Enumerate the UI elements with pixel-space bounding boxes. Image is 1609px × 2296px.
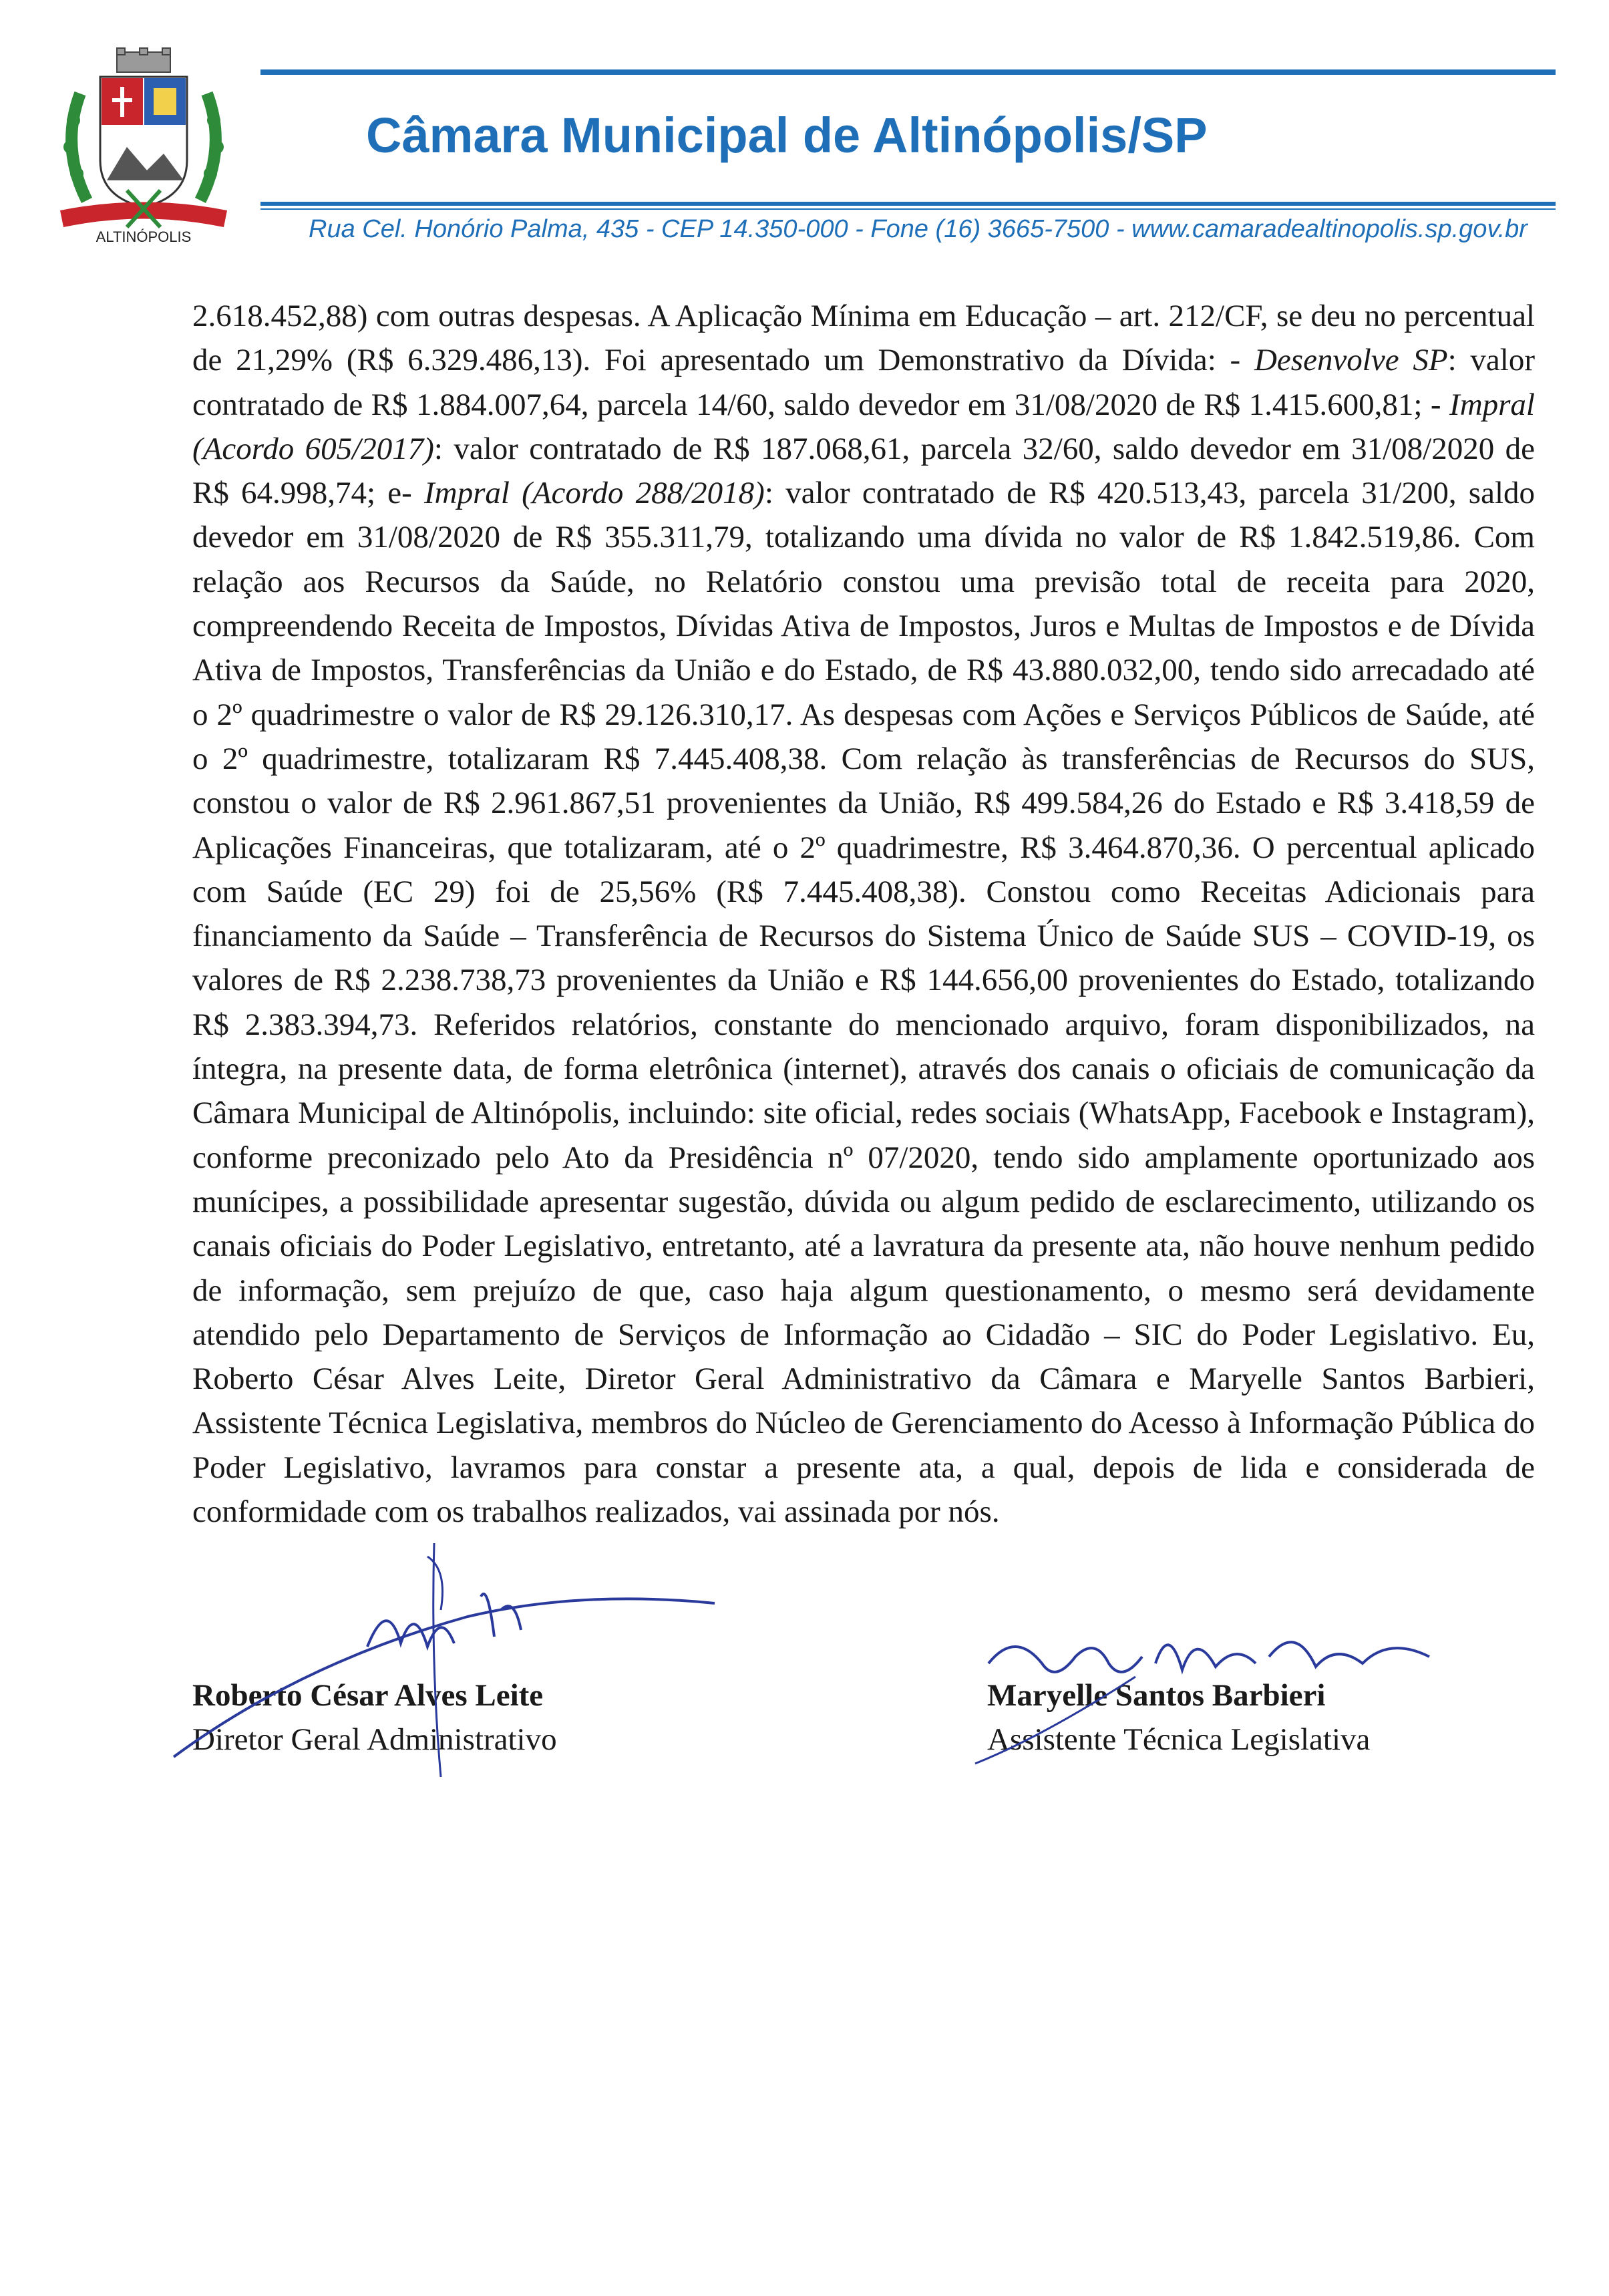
signatory-name-left: Roberto César Alves Leite	[192, 1678, 544, 1713]
signatory-role-right: Assistente Técnica Legislativa	[987, 1722, 1371, 1757]
minutes-paragraph	[192, 294, 1535, 1534]
header-rule-thin	[260, 208, 1556, 210]
header-rule-bottom	[260, 202, 1556, 206]
handwritten-signature-left	[167, 1530, 768, 1810]
crest-caption: ALTINÓPOLIS	[96, 228, 192, 245]
body-italic-impral-288: Impral (Acordo 288/2018)	[424, 476, 765, 511]
signatory-role-left: Diretor Geral Administrativo	[192, 1722, 557, 1757]
body-text-2: : valor contratado de R$ 1.884.007,64, parcela 14/60, saldo devedor em 31/08/2020 de R$ 1.415.600,81; -	[192, 343, 1535, 422]
header-rule-top	[260, 69, 1556, 75]
organization-title: Câmara Municipal de Altinópolis/SP	[366, 108, 1208, 163]
body-italic-desenvolve: Desenvolve SP	[1254, 343, 1448, 378]
minutes-body	[192, 294, 1535, 1534]
body-text-1: 2.618.452,88) com outras despesas. A Aplicação Mínima em Educação – art. 212/CF, se deu no percentual de 21,29% (R$ 6.329.486,13). Foi apresentado um Demonstrativo da Dívida: -	[192, 299, 1535, 378]
body-italic-impral-605: Impral (Acordo 605/2017)	[192, 387, 1535, 466]
signatory-name-right: Maryelle Santos Barbieri	[987, 1678, 1326, 1713]
signature-block-right	[987, 1673, 1370, 1762]
organization-address: Rua Cel. Honório Palma, 435 - CEP 14.350-000 - Fone (16) 3665-7500 - www.camaradealtinopolis.sp.gov.br	[309, 215, 1528, 243]
municipal-crest-logo	[53, 47, 234, 247]
body-text-4: : valor contratado de R$ 420.513,43, parcela 31/200, saldo devedor em 31/08/2020 de R$ 355.311,79, totalizando uma dívida no valor de R$ 1.842.519,86. Com relação aos Recursos da Saúde, no Relatório constou uma previsão total de receita para 2020, compreendendo Receita de Impostos, Dívidas Ativa de Impostos, Juros e Multas de Impostos e de Dívida Ativa de Impostos, Transferências da União e do Estado, de R$ 43.880.032,00, tendo sido arrecadado até o 2º quadrimestre o valor de R$ 29.126.310,17. As despesas com Ações e Serviços Públicos de Saúde, até o 2º quadrimestre, totalizaram R$ 7.445.408,38. Com relação às transferências de Recursos do SUS, constou o valor de R$ 2.961.867,51 provenientes da União, R$ 499.584,26 do Estado e R$ 3.418,59 de Aplicações Financeiras, que totalizaram, até o 2º quadrimestre, R$ 3.464.870,36. O percentual aplicado com Saúde (EC 29) foi de 25,56% (R$ 7.445.408,38). Constou como Receitas Adicionais para financiamento da Saúde – Transferência de Recursos do Sistema Único de Saúde SUS – COVID-19, os valores de R$ 2.238.738,73 provenientes da União e R$ 144.656,00 provenientes do Estado, totalizando R$ 2.383.394,73. Referidos relatórios, constante do mencionado arquivo, foram disponibilizados, na íntegra, na presente data, de forma eletrônica (internet), através dos canais o oficiais de comunicação da Câmara Municipal de Altinópolis, incluindo: site oficial, redes sociais (WhatsApp, Facebook e Instagram), conforme preconizado pelo Ato da Presidência nº 07/2020, tendo sido amplamente oportunizado aos munícipes, a possibilidade apresentar sugestão, dúvida ou algum pedido de esclarecimento, utilizando os canais oficiais do Poder Legislativo, entretanto, até a lavratura da presente ata, não houve nenhum pedido de informação, sem prejuízo de que, caso haja algum questionamento, o mesmo será devidamente atendido pelo Departamento de Serviços de Informação ao Cidadão – SIC do Poder Legislativo. Eu, Roberto César Alves Leite, Diretor Geral Administrativo da Câmara e Maryelle Santos Barbieri, Assistente Técnica Legislativa, membros do Núcleo de Gerenciamento do Acesso à Informação Pública do Poder Legislativo, lavramos para constar a presente ata, a qual, depois de lida e considerada de conformidade com os trabalhos realizados, vai assinada por nós.	[192, 476, 1536, 1530]
signature-block-left	[192, 1673, 557, 1762]
body-text-3: : valor contratado de R$ 187.068,61, parcela 32/60, saldo devedor em 31/08/2020 de R$ 64.998,74; e-	[192, 431, 1535, 511]
